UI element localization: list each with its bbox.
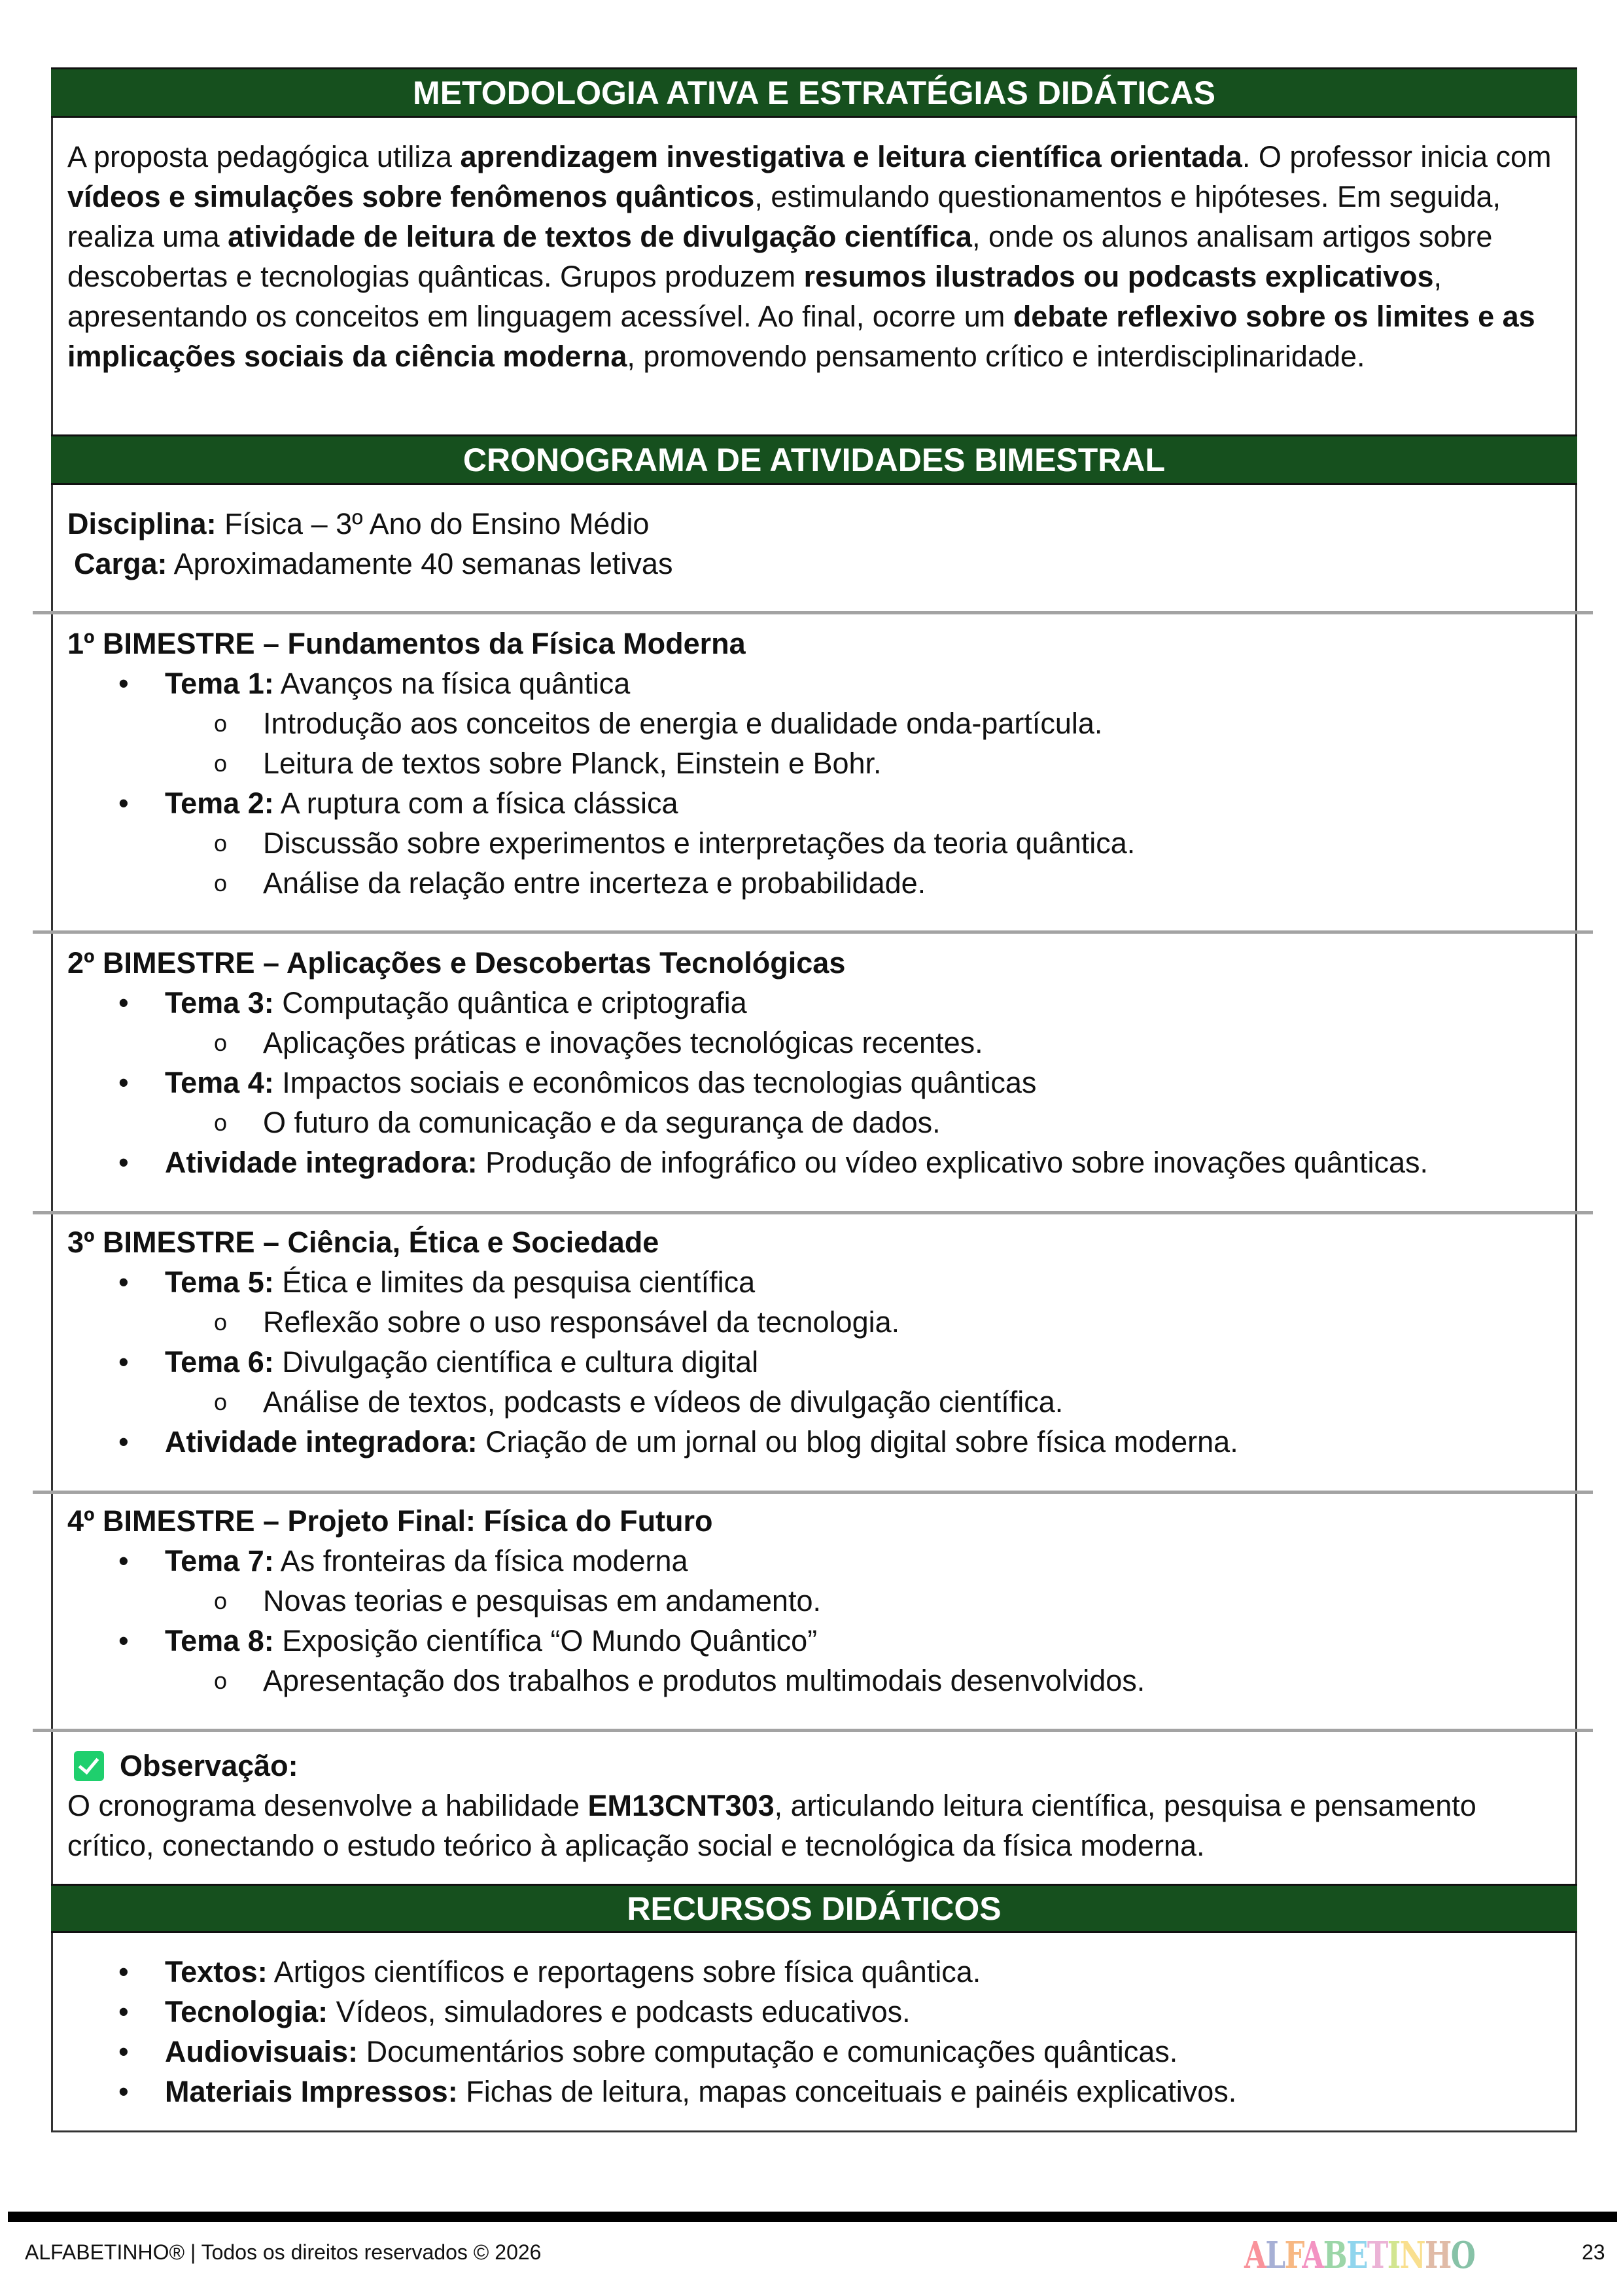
item-label: Textos: — [165, 1955, 268, 1988]
list-item — [67, 1262, 1569, 1302]
carga-label: Carga: — [74, 547, 167, 580]
list-item — [67, 783, 1569, 823]
observacao-heading — [67, 1746, 1569, 1786]
divider — [33, 1211, 1593, 1214]
item-label: Atividade integradora: — [165, 1146, 478, 1179]
list-item — [67, 1142, 1569, 1182]
divider — [33, 930, 1593, 934]
recursos-title: RECURSOS DIDÁTICOS — [627, 1890, 1002, 1927]
bold-text: atividade de leitura de textos de divulgação científica — [228, 220, 972, 253]
methodology-title: METODOLOGIA ATIVA E ESTRATÉGIAS DIDÁTICAS — [413, 74, 1215, 111]
text: A proposta pedagógica utiliza — [67, 140, 461, 173]
list-item — [67, 2032, 1569, 2072]
item-text: Ética e limites da pesquisa científica — [273, 1265, 756, 1299]
bimestre-heading: 3º BIMESTRE – Ciência, Ética e Sociedade — [67, 1226, 659, 1259]
list-item — [67, 1422, 1569, 1462]
logo-letter: B — [1323, 2234, 1347, 2277]
bold-text: EM13CNT303 — [587, 1789, 775, 1822]
bimestre-4 — [67, 1501, 1569, 1701]
footer-bar — [8, 2212, 1617, 2222]
item-text: Criação de um jornal ou blog digital sobre física moderna. — [477, 1425, 1238, 1458]
sub-list-item: o Aplicações práticas e inovações tecnológicas recentes. — [67, 1023, 1569, 1063]
item-text: Computação quântica e criptografia — [273, 986, 747, 1019]
divider — [33, 1491, 1593, 1494]
text: O cronograma desenvolve a habilidade — [67, 1789, 588, 1822]
logo-letter: T — [1367, 2234, 1387, 2277]
item-label: Tema 4: — [165, 1066, 274, 1099]
item-label: Audiovisuais: — [165, 2035, 358, 2068]
item-text: Produção de infográfico ou vídeo explicativo sobre inovações quânticas. — [477, 1146, 1428, 1179]
bold-text: resumos ilustrados ou podcasts explicativos — [803, 260, 1434, 293]
text: , apresentando os conceitos em linguagem acessível. Ao final, ocorre um — [67, 260, 1442, 333]
item-label: Tema 3: — [165, 986, 274, 1019]
cronograma-title: CRONOGRAMA DE ATIVIDADES BIMESTRAL — [462, 441, 1166, 478]
item-text: Vídeos, simuladores e podcasts educativos. — [328, 1995, 911, 2028]
item-text: Artigos científicos e reportagens sobre física quântica. — [267, 1955, 981, 1988]
text: . O professor inicia com — [1242, 140, 1552, 173]
bold-text: aprendizagem investigativa e leitura científica orientada — [460, 140, 1242, 173]
text: , articulando leitura científica, pesquisa e pensamento crítico, conectando o estudo teórico à aplicação social e tecnológica da física moderna. — [67, 1789, 1476, 1862]
check-box-icon — [74, 1751, 104, 1781]
logo-letter: H — [1425, 2234, 1451, 2277]
divider — [33, 611, 1593, 614]
item-label: Tema 5: — [165, 1265, 274, 1299]
text: , onde os alunos analisam artigos sobre descobertas e tecnologias quânticas. Grupos produzem — [67, 220, 1493, 293]
recursos-header — [51, 1884, 1577, 1933]
list-item — [67, 1992, 1569, 2032]
sub-list-item: o Novas teorias e pesquisas em andamento. — [67, 1581, 1569, 1621]
logo-letter: I — [1387, 2234, 1400, 2277]
list-item — [67, 1063, 1569, 1103]
sub-list-item: o Análise da relação entre incerteza e probabilidade. — [67, 863, 1569, 903]
sub-list-item: o Leitura de textos sobre Planck, Einstein e Bohr. — [67, 743, 1569, 783]
item-label: Tema 7: — [165, 1544, 274, 1578]
item-label: Tema 8: — [165, 1624, 274, 1657]
item-text: A ruptura com a física clássica — [273, 786, 678, 820]
item-text: Impactos sociais e econômicos das tecnologias quânticas — [273, 1066, 1037, 1099]
cronograma-intro — [67, 504, 1569, 584]
item-text: Avanços na física quântica — [273, 667, 631, 700]
bold-text: vídeos e simulações sobre fenômenos quânticos — [67, 180, 755, 213]
carga-line — [67, 544, 1569, 584]
logo-letter: N — [1399, 2234, 1425, 2277]
disciplina-label: Disciplina: — [67, 507, 217, 540]
list-item — [67, 1541, 1569, 1581]
observacao — [67, 1746, 1569, 1865]
bimestre-heading: 4º BIMESTRE – Projeto Final: Física do Futuro — [67, 1504, 713, 1538]
logo-letter: O — [1450, 2234, 1475, 2277]
list-item — [67, 2072, 1569, 2111]
list-item — [67, 983, 1569, 1023]
methodology-paragraph — [67, 137, 1569, 376]
bimestre-heading: 1º BIMESTRE – Fundamentos da Física Moderna — [67, 627, 746, 660]
carga-value: Aproximadamente 40 semanas letivas — [167, 547, 673, 580]
item-label: Tema 1: — [165, 667, 274, 700]
bimestre-1 — [67, 624, 1569, 903]
sub-list-item: o Reflexão sobre o uso responsável da tecnologia. — [67, 1302, 1569, 1342]
cronograma-header — [51, 434, 1577, 485]
sub-list-item: o Análise de textos, podcasts e vídeos de divulgação científica. — [67, 1382, 1569, 1422]
bold-text: debate reflexivo sobre os limites e as implicações sociais da ciência moderna — [67, 300, 1535, 373]
observacao-text — [67, 1786, 1569, 1865]
item-text: Documentários sobre computação e comunicações quânticas. — [358, 2035, 1178, 2068]
bimestre-3 — [67, 1222, 1569, 1462]
alfabetinho-logo — [1244, 2234, 1475, 2277]
logo-letter: E — [1346, 2234, 1367, 2277]
item-text: Divulgação científica e cultura digital — [273, 1345, 759, 1379]
recursos-list — [67, 1952, 1569, 2111]
divider — [33, 1729, 1593, 1732]
bimestre-heading: 2º BIMESTRE – Aplicações e Descobertas Tecnológicas — [67, 946, 846, 980]
sub-list-item: o Apresentação dos trabalhos e produtos multimodais desenvolvidos. — [67, 1661, 1569, 1701]
item-label: Materiais Impressos: — [165, 2075, 458, 2108]
logo-letter: F — [1284, 2234, 1302, 2277]
bimestre-2 — [67, 943, 1569, 1182]
sub-list-item: o Introdução aos conceitos de energia e dualidade onda-partícula. — [67, 703, 1569, 743]
list-item — [67, 1952, 1569, 1992]
observacao-title: Observação: — [120, 1749, 298, 1782]
sub-list-item: o O futuro da comunicação e da segurança de dados. — [67, 1103, 1569, 1142]
item-label: Atividade integradora: — [165, 1425, 478, 1458]
item-label: Tema 6: — [165, 1345, 274, 1379]
page-number: 23 — [1582, 2240, 1605, 2264]
list-item — [67, 1621, 1569, 1661]
text: , promovendo pensamento crítico e interdisciplinaridade. — [627, 340, 1365, 373]
methodology-header — [51, 67, 1577, 118]
disciplina-line — [67, 504, 1569, 544]
disciplina-value: Física – 3º Ano do Ensino Médio — [216, 507, 650, 540]
logo-letter: A — [1244, 2234, 1266, 2277]
list-item — [67, 1342, 1569, 1382]
list-item — [67, 663, 1569, 703]
item-text: Fichas de leitura, mapas conceituais e painéis explicativos. — [457, 2075, 1237, 2108]
item-text: As fronteiras da física moderna — [273, 1544, 688, 1578]
text: , estimulando questionamentos e hipóteses. Em seguida, realiza uma — [67, 180, 1501, 253]
sub-list-item: o Discussão sobre experimentos e interpretações da teoria quântica. — [67, 823, 1569, 863]
item-text: Exposição científica “O Mundo Quântico” — [273, 1624, 818, 1657]
logo-letter: A — [1302, 2234, 1323, 2277]
item-label: Tema 2: — [165, 786, 274, 820]
item-label: Tecnologia: — [165, 1995, 328, 2028]
footer-copyright: ALFABETINHO® | Todos os direitos reservados © 2026 — [25, 2240, 542, 2264]
logo-letter: L — [1265, 2234, 1285, 2277]
